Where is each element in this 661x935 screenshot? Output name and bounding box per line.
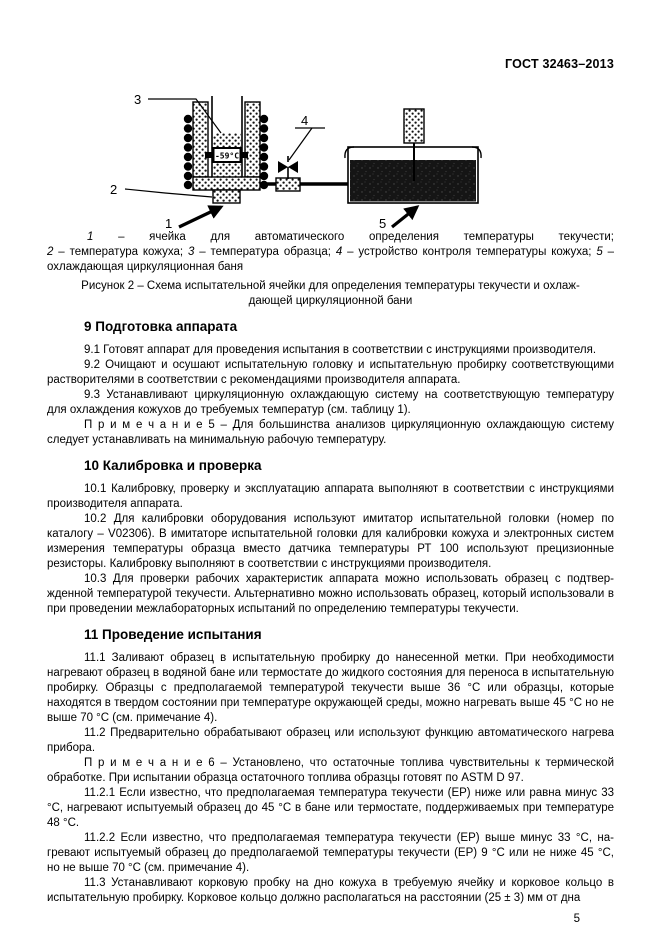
legend-item-3-num: 3 [187, 246, 195, 259]
legend-item-3-text: – температура образца; [199, 246, 331, 259]
paragraph-11-2: 11.2 Предварительно обрабатывают образец или используют функцию автоматического нагрева прибора. [47, 727, 614, 755]
valve-bowtie-left [278, 161, 288, 173]
valve-bowtie-right [288, 161, 298, 173]
section-10-heading: 10 Калибровка и проверка [84, 458, 262, 474]
paragraph-10-1: 10.1 Калибровку, проверку и эксплуатацию аппарата выполняют в соответствии с инструкциями производителя аппарата. [47, 483, 614, 511]
figure-label-1: 1 [165, 216, 173, 230]
legend-item-1-text: – ячейка для автоматического определения температуры текучести; [118, 231, 614, 243]
test-cell [184, 96, 268, 203]
paragraph-9-3: 9.3 Устанавливают циркуляционную охлаждающую систему на соответствующую температуру для охлаждения кожухов до требуемых температур (см. таблицу 1). [47, 389, 614, 417]
legend-item-1-num: 1 [87, 231, 94, 243]
paragraph-9-1: 9.1 Готовят аппарат для проведения испытания в соответствии с инструкциями производителя. [84, 344, 597, 357]
figure-legend-rest [47, 245, 614, 275]
paragraph-11-3: 11.3 Устанавливают корковую пробку на дно кожуха в требуемую ячейку и корковое кольцо в испытательную пробирку. Корковое кольцо должно располагаться на расстоянии (25 ± 3) мм от дна [47, 877, 614, 905]
leader-line-4 [289, 128, 312, 160]
jacket-wall-right [245, 102, 260, 177]
section-11-heading: 11 Проведение испытания [84, 627, 262, 643]
legend-item-4-text: – устройство контроля температуры кожуха; [347, 246, 592, 259]
figure-diagram [47, 85, 614, 230]
jacket-bottom [193, 177, 260, 190]
stirrer-motor [404, 109, 424, 143]
cooling-coil-right [260, 115, 268, 189]
figure-caption-line-1: Рисунок 2 – Схема испытательной ячейки для определения температуры текучести и охлаж- [81, 279, 580, 292]
cooling-bath [345, 109, 481, 203]
note-6: П р и м е ч а н и е 6 – Установлено, что остаточные топлива чувствительны к термической обработке. При испытании образца остаточного топлива образцы готовят по ASTM D 97. [47, 757, 614, 785]
figure-legend [47, 230, 614, 276]
figure-caption-line-2: дающей циркуляционной бани [248, 294, 413, 307]
legend-item-2-num: 2 [47, 246, 54, 259]
figure-caption [47, 279, 614, 309]
legend-item-5-text: – охлаждающая циркуляционная баня [47, 246, 615, 274]
figure-2 [47, 85, 614, 230]
paragraph-9-2: 9.2 Очищают и осушают испытательную головку и испытательную пробирку соответствующими растворителями в соответствии с рекомендациями производителя аппарата. [47, 359, 614, 387]
cooling-coil-left [184, 115, 192, 189]
arrow-to-cell [179, 207, 221, 227]
section-11 [47, 627, 614, 906]
paragraph-11-1: 11.1 Заливают образец в испытательную пробирку до нанесенной метки. При необходимости нагревают образец в водяной бане или термостате до жидкого состояния для переноса в испытательную пробирку. Образцы с предполагаемой температурой текучести выше 36 °С или образцы, которые находятся в твердом состоянии при температуре окружающей среды, можно нагревать выше 45 °С но не выше 70 °С (см. примечание 4). [47, 652, 614, 725]
paragraph-11-2-2: 11.2.2 Если известно, что предполагаемая температура текучести (ЕР) выше минус 33 °С, нагревают испытуемый образец до предполагаемой температуры текучести (ЕР) 9 °С или не ниже 45 °С, но не выше 70 °С (см. примечание 4). [47, 832, 614, 875]
temperature-display-value: -59°C [214, 151, 240, 161]
section-9 [47, 319, 614, 448]
figure-label-3: 3 [134, 92, 142, 107]
figure-label-2: 2 [110, 182, 118, 197]
figure-legend-line-1 [47, 230, 614, 245]
page-number: 5 [573, 913, 580, 926]
transfer-pipe-and-valve [260, 156, 350, 191]
figure-label-4: 4 [301, 113, 309, 128]
legend-item-4-num: 4 [335, 246, 343, 259]
arrow-to-bath [392, 207, 417, 227]
standard-code-header: ГОСТ 32463–2013 [505, 57, 614, 71]
legend-item-2-text: – температура кожуха; [58, 246, 184, 259]
note-5: П р и м е ч а н и е 5 – Для большинства анализов циркуляционную охлаждающую систему следует устанавливать на минимальную рабочую температуру. [47, 419, 614, 447]
paragraph-11-2-1: 11.2.1 Если известно, что предполагаемая температура текучести (ЕР) ниже или равна минус 33 °С, нагревают испытуемый образец до 45 °С в бане или термостате, поддерживаемых при температуре 48 °С. [47, 787, 614, 830]
paragraph-10-3: 10.3 Для проверки рабочих характеристик аппарата можно использовать образец с подтвержденной температурой текучести. Альтернативно можно использовать образец, который использовали в при проведении межлабораторных испытаний по определению температуры текучести. [47, 573, 614, 616]
legend-item-5-num: 5 [596, 246, 603, 259]
section-10 [47, 458, 614, 617]
valve-block [276, 178, 300, 191]
section-9-heading: 9 Подготовка аппарата [84, 319, 238, 335]
paragraph-10-2: 10.2 Для калибровки оборудования используют имитатор испытательной головки (номер по каталогу – V02306). В имитаторе испытательной головки для калибровки кожуха и электронных систем измерения температуры образца вместо датчика температуры РТ 100 используют прецизионные резисторы. Калибровку выполняют в соответствии с инструкциями производителя. [47, 513, 614, 571]
jacket-base-block [213, 190, 240, 203]
figure-label-5: 5 [379, 216, 387, 230]
